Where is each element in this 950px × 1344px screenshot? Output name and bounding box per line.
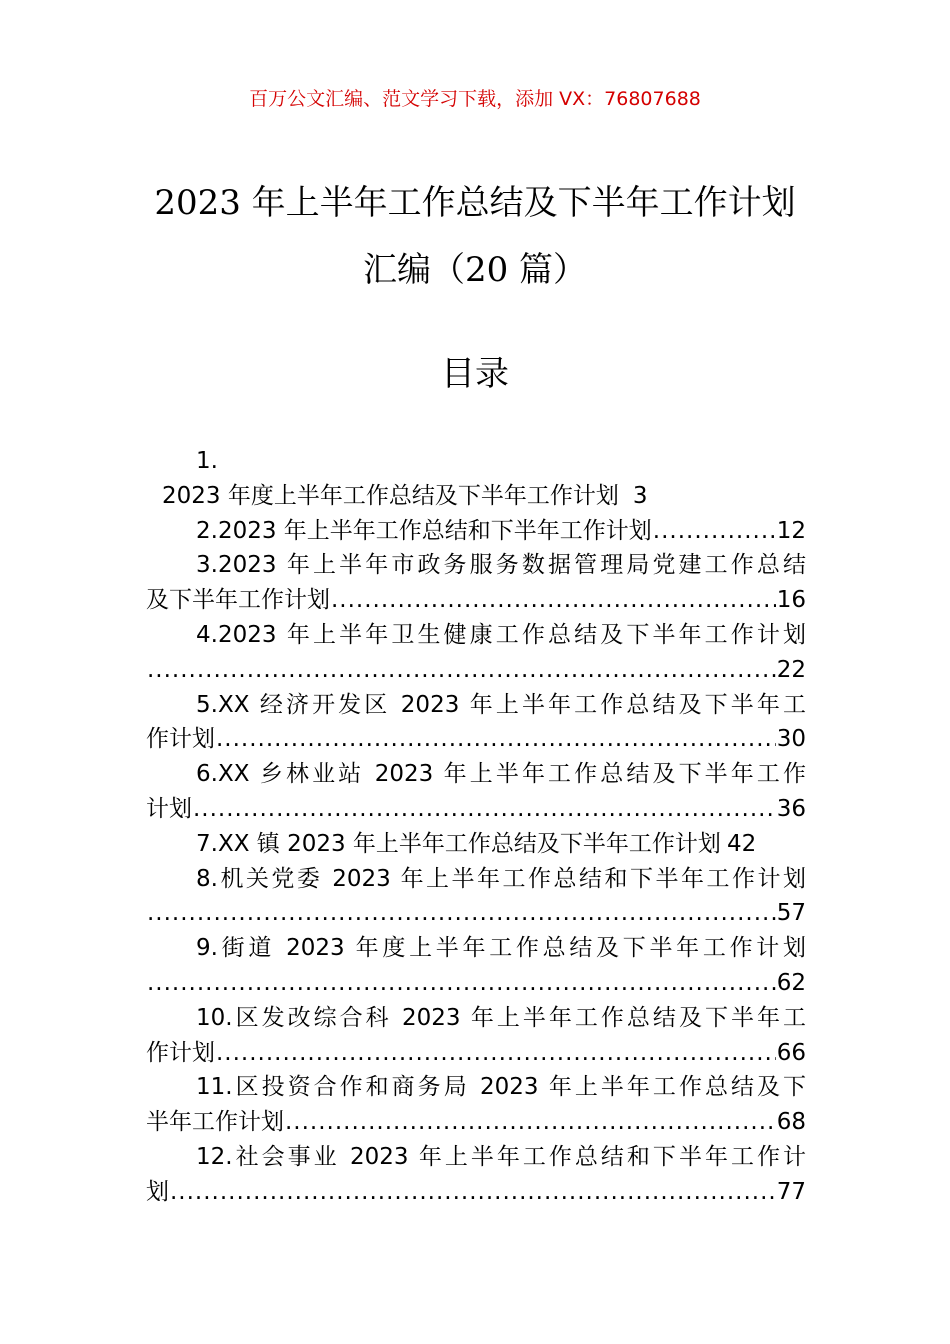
toc-entry-title: 12.社会事业 2023 年上半年工作总结和下半年工作计 [196,1143,806,1170]
toc-entry-5[interactable] [146,688,806,723]
toc-entry-page: 77 [776,1178,806,1205]
toc-entry-9[interactable] [146,931,806,966]
toc-entry-page: 30 [776,726,806,753]
toc-entry-page: 12 [776,517,806,544]
dot-leader [147,896,776,931]
toc-entry-8-cont[interactable] [146,896,806,931]
dot-leader [216,1036,776,1071]
toc-entry-11[interactable] [146,1070,806,1105]
document-title-line-1: 2023 年上半年工作总结及下半年工作计划 [154,183,796,223]
toc-entry-title: 6.XX 乡林业站 2023 年上半年工作总结及下半年工作 [196,761,806,788]
toc-entry-title: 4.2023 年上半年卫生健康工作总结及下半年工作计划 [196,621,806,648]
toc-entry-page: 66 [776,1039,806,1066]
toc-entry-6[interactable] [146,757,806,792]
toc-entry-page: 68 [776,1109,806,1136]
toc-entry-page: 42 [726,830,757,857]
toc-entry-number: 1. [196,448,218,474]
dot-leader [331,583,776,618]
dot-leader [653,514,776,549]
toc-entry-title: 5.XX 经济开发区 2023 年上半年工作总结及下半年工 [196,691,806,718]
toc-entry-title-cont: 计划 [146,795,192,822]
toc-entry-page: 62 [776,969,806,996]
toc-entry-page: 3 [632,482,648,509]
table-of-contents [146,444,806,1210]
toc-entry-page: 36 [776,795,806,822]
dot-leader [216,722,776,757]
dot-leader [285,1105,776,1140]
toc-entry-11-cont[interactable] [146,1105,806,1140]
toc-entry-page: 22 [776,656,806,683]
toc-entry-title-cont: 划 [146,1178,169,1205]
toc-entry-2[interactable] [146,514,806,549]
toc-entry-title: 9.街道 2023 年度上半年工作总结及下半年工作计划 [196,935,806,962]
toc-entry-3-cont[interactable] [146,583,806,618]
toc-entry-4[interactable] [146,618,806,653]
toc-entry-title: 2.2023 年上半年工作总结和下半年工作计划 [196,517,652,544]
toc-entry-5-cont[interactable] [146,722,806,757]
toc-entry-3[interactable] [146,548,806,583]
toc-entry-page: 57 [776,900,806,927]
dot-leader [170,1175,776,1210]
toc-entry-title: 2023 年度上半年工作总结及下半年工作计划 [162,482,619,509]
toc-entry-10-cont[interactable] [146,1036,806,1071]
toc-entry-1-number[interactable] [146,444,806,479]
toc-entry-title: 10.区发改综合科 2023 年上半年工作总结及下半年工 [196,1004,806,1031]
dot-leader [147,653,776,688]
toc-heading: 目录 [441,354,509,394]
toc-entry-title: 8.机关党委 2023 年上半年工作总结和下半年工作计划 [196,865,806,892]
toc-entry-6-cont[interactable] [146,792,806,827]
toc-entry-title-cont: 及下半年工作计划 [146,587,330,614]
toc-entry-12-cont[interactable] [146,1175,806,1210]
toc-entry-10[interactable] [146,1001,806,1036]
toc-entry-title: 3.2023 年上半年市政务服务数据管理局党建工作总结 [196,552,806,579]
toc-entry-1[interactable] [146,479,806,514]
toc-entry-12[interactable] [146,1140,806,1175]
toc-entry-7[interactable] [146,827,806,862]
toc-entry-title: 11.区投资合作和商务局 2023 年上半年工作总结及下 [196,1074,806,1101]
header-banner: 百万公文汇编、范文学习下载，添加 VX：76807688 [249,88,701,110]
toc-entry-title: 7.XX 镇 2023 年上半年工作总结及下半年工作计划 [196,830,721,857]
toc-entry-8[interactable] [146,862,806,897]
document-title-line-2: 汇编（20 篇） [362,250,588,290]
toc-entry-title-cont: 作计划 [146,1039,215,1066]
toc-entry-title-cont: 作计划 [146,726,215,753]
toc-entry-4-cont[interactable] [146,653,806,688]
toc-entry-title-cont: 半年工作计划 [146,1109,284,1136]
dot-leader [147,966,776,1001]
toc-entry-9-cont[interactable] [146,966,806,1001]
dot-leader [193,792,776,827]
toc-entry-page: 16 [776,587,806,614]
